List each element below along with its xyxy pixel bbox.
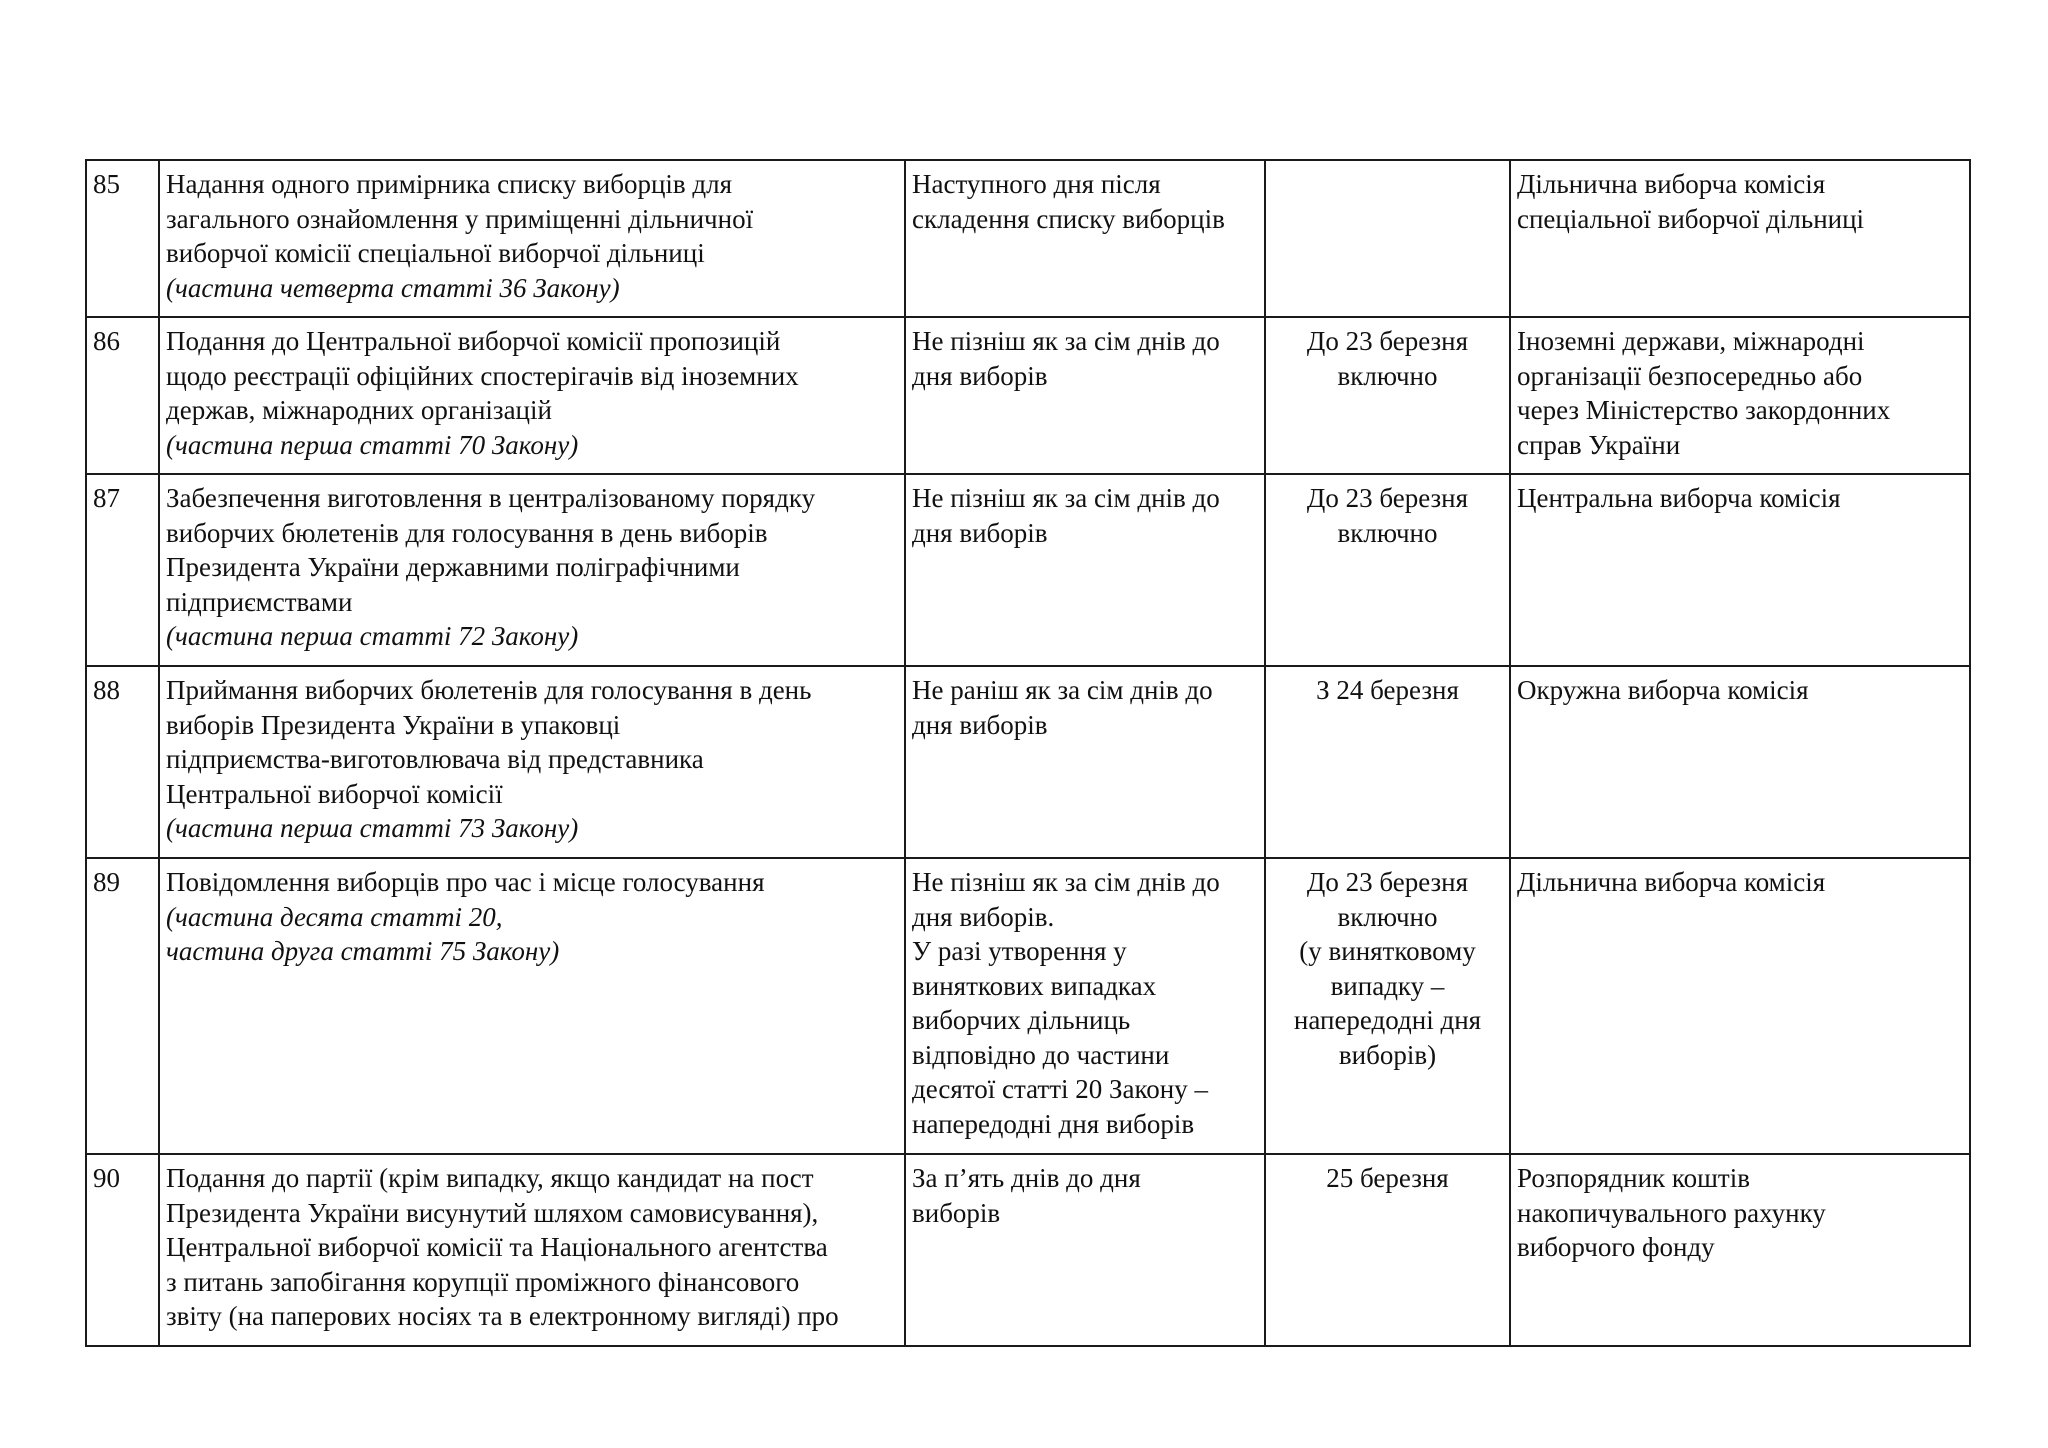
action-line: виборчої комісії спеціальної виборчої дільниці bbox=[166, 238, 705, 268]
date-line: 25 березня bbox=[1326, 1163, 1449, 1193]
responsible-line: Іноземні держави, міжнародні bbox=[1517, 326, 1865, 356]
law-reference: (частина четверта статті 36 Закону) bbox=[166, 272, 620, 303]
term-line: виборчих дільниць bbox=[912, 1005, 1131, 1035]
action-line: Центральної виборчої комісії bbox=[166, 778, 503, 809]
term-cell bbox=[905, 160, 1265, 317]
responsible-line: Дільнична виборча комісія bbox=[1517, 169, 1826, 199]
term-line: Не пізніш як за сім днів до bbox=[912, 326, 1220, 356]
responsible-cell bbox=[1510, 474, 1970, 666]
action-cell bbox=[159, 666, 905, 858]
election-schedule-table bbox=[85, 159, 1971, 1347]
table-row bbox=[86, 317, 1970, 474]
responsible-cell bbox=[1510, 1154, 1970, 1346]
term-cell bbox=[905, 474, 1265, 666]
action-line: Надання одного примірника списку виборців для bbox=[166, 169, 733, 199]
date-line: включно bbox=[1337, 360, 1438, 391]
date-line: включно bbox=[1337, 517, 1438, 548]
action-cell bbox=[159, 317, 905, 474]
law-reference: (частина перша статті 72 Закону) bbox=[166, 621, 579, 651]
responsible-cell bbox=[1510, 666, 1970, 858]
term-cell bbox=[905, 666, 1265, 858]
action-line: виборів Президента України в упаковці bbox=[166, 709, 621, 740]
term-line: У разі утворення у bbox=[912, 936, 1127, 966]
responsible-line: накопичувального рахунку bbox=[1517, 1197, 1826, 1228]
date-cell bbox=[1265, 317, 1510, 474]
action-line: Забезпечення виготовлення в централізованому порядку bbox=[166, 483, 816, 513]
row-number: 88 bbox=[86, 666, 159, 858]
date-line: З 24 березня bbox=[1316, 675, 1459, 705]
responsible-line: Розпорядник коштів bbox=[1517, 1163, 1750, 1193]
action-line: Повідомлення виборців про час і місце голосування bbox=[166, 867, 765, 897]
date-cell bbox=[1265, 160, 1510, 317]
table-row bbox=[86, 474, 1970, 666]
action-line: підприємства-виготовлювача від представника bbox=[166, 744, 704, 774]
date-cell bbox=[1265, 858, 1510, 1154]
row-number: 90 bbox=[86, 1154, 159, 1346]
term-line: За п’ять днів до дня bbox=[912, 1163, 1141, 1193]
action-line: Подання до Центральної виборчої комісії пропозицій bbox=[166, 326, 781, 356]
responsible-line: спеціальної виборчої дільниці bbox=[1517, 203, 1865, 234]
action-line: виборчих бюлетенів для голосування в день виборів bbox=[166, 517, 768, 548]
row-number: 87 bbox=[86, 474, 159, 666]
term-line: дня виборів bbox=[912, 709, 1048, 740]
date-line: До 23 березня bbox=[1306, 483, 1469, 513]
law-reference: (частина перша статті 70 Закону) bbox=[166, 429, 579, 460]
date-cell bbox=[1265, 1154, 1510, 1346]
responsible-line: виборчого фонду bbox=[1517, 1232, 1715, 1262]
action-cell bbox=[159, 160, 905, 317]
date-line: випадку – bbox=[1330, 970, 1445, 1001]
action-cell bbox=[159, 474, 905, 666]
responsible-cell bbox=[1510, 858, 1970, 1154]
row-number: 85 bbox=[86, 160, 159, 317]
action-line: звіту (на паперових носіях та в електронному вигляді) про bbox=[166, 1301, 839, 1331]
term-cell bbox=[905, 858, 1265, 1154]
responsible-line: Центральна виборча комісія bbox=[1517, 483, 1841, 513]
responsible-line: Дільнична виборча комісія bbox=[1517, 867, 1826, 897]
date-cell bbox=[1265, 666, 1510, 858]
responsible-line: справ України bbox=[1517, 429, 1681, 460]
date-line: включно bbox=[1337, 901, 1438, 932]
date-cell bbox=[1265, 474, 1510, 666]
row-number: 89 bbox=[86, 858, 159, 1154]
term-line: Не раніш як за сім днів до bbox=[912, 675, 1213, 705]
law-reference: частина друга статті 75 Закону) bbox=[166, 936, 560, 966]
term-cell bbox=[905, 317, 1265, 474]
date-line: напередодні дня bbox=[1293, 1005, 1482, 1035]
term-line: виборів bbox=[912, 1197, 1001, 1228]
action-line: з питань запобігання корупції проміжного фінансового bbox=[166, 1266, 800, 1297]
table-row bbox=[86, 858, 1970, 1154]
action-cell bbox=[159, 1154, 905, 1346]
term-line: відповідно до частини bbox=[912, 1039, 1170, 1070]
responsible-cell bbox=[1510, 160, 1970, 317]
term-line: десятої статті 20 Закону – bbox=[912, 1074, 1208, 1104]
term-line: напередодні дня виборів bbox=[912, 1108, 1195, 1139]
responsible-line: через Міністерство закордонних bbox=[1517, 395, 1891, 425]
date-line: До 23 березня bbox=[1306, 326, 1469, 356]
responsible-line: Окружна виборча комісія bbox=[1517, 675, 1809, 705]
term-line: дня виборів. bbox=[912, 901, 1055, 932]
action-line: Приймання виборчих бюлетенів для голосування в день bbox=[166, 675, 812, 705]
row-number: 86 bbox=[86, 317, 159, 474]
table-row bbox=[86, 1154, 1970, 1346]
action-line: загального ознайомлення у приміщенні дільничної bbox=[166, 203, 754, 234]
term-line: виняткових випадках bbox=[912, 970, 1157, 1001]
term-cell bbox=[905, 1154, 1265, 1346]
action-line: щодо реєстрації офіційних спостерігачів від іноземних bbox=[166, 360, 799, 391]
term-line: Не пізніш як за сім днів до bbox=[912, 867, 1220, 897]
law-reference: (частина перша статті 73 Закону) bbox=[166, 813, 579, 843]
action-line: Президента України висунутий шляхом самовисування), bbox=[166, 1197, 819, 1228]
action-line: держав, міжнародних організацій bbox=[166, 395, 552, 425]
term-line: Наступного дня після bbox=[912, 169, 1161, 199]
table-row bbox=[86, 666, 1970, 858]
action-cell bbox=[159, 858, 905, 1154]
date-line: виборів) bbox=[1338, 1039, 1437, 1070]
date-line: (у винятковому bbox=[1299, 936, 1476, 966]
responsible-cell bbox=[1510, 317, 1970, 474]
term-line: Не пізніш як за сім днів до bbox=[912, 483, 1220, 513]
responsible-line: організації безпосередньо або bbox=[1517, 360, 1863, 391]
term-line: дня виборів bbox=[912, 360, 1048, 391]
law-reference: (частина десята статті 20, bbox=[166, 901, 503, 932]
schedule-body bbox=[86, 160, 1970, 1346]
action-line: Президента України державними поліграфічними bbox=[166, 552, 740, 582]
term-line: дня виборів bbox=[912, 517, 1048, 548]
action-line: Подання до партії (крім випадку, якщо кандидат на пост bbox=[166, 1163, 814, 1193]
term-line: складення списку виборців bbox=[912, 203, 1225, 234]
action-line: підприємствами bbox=[166, 586, 353, 617]
table-row bbox=[86, 160, 1970, 317]
date-line: До 23 березня bbox=[1306, 867, 1469, 897]
action-line: Центральної виборчої комісії та Національного агентства bbox=[166, 1232, 828, 1262]
